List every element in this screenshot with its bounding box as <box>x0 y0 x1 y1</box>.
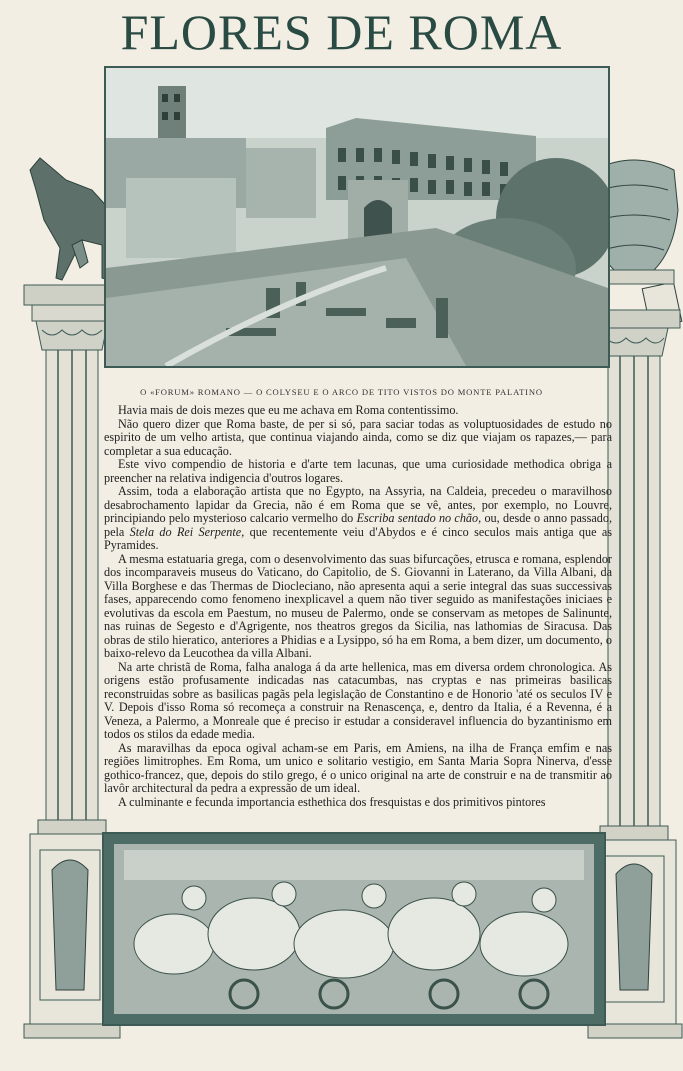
page-title: FLORES DE ROMA <box>120 4 563 60</box>
paragraph-3: Este vivo compendio de historia e d'arte tem lacunas, que uma curiosidade methodica obriga a preencher na relativa indigencia d'outros logares. <box>104 457 612 485</box>
paragraph-8: A culminante e fecunda importancia esthethica dos fresquistas e dos primitivos pintores <box>118 794 546 809</box>
paragraph-6: Na arte christã de Roma, falha analoga á da arte hellenica, mas em diversa ordem chronologica. As origens estão profusamente indicadas nas catacumbas, nas cryptas e nas primeiras basilicas reconstruidas sobre as basilicas pagãs pela legislação de Constantino e de Honorio 'até os seculos IV e V. Depois d'isso Roma só recomeça a construir na Renascença, e, dentro da Italia, é a Revenna, é a Veneza, a Palermo, a Monreale que é preciso ir estudar a consideravel influencia do byzantinismo em todos os stilos da edade media. <box>104 659 612 741</box>
paragraph-7: As maravilhas da epoca ogival acham-se em Paris, em Amiens, na ilha de França emfim e nas regiões limitrophes. Em Roma, um unico e solitario vestigio, em Santa Maria Sopra Ninerva, d'esse gothico-francez, que, depois do stilo grego, é o unico original na arte de construir e na de transmitir ao lavôr architectural da pedra a expressão de um ideal. <box>104 740 612 795</box>
photo-caption: O «FORUM» ROMANO — O COLYSEU E O ARCO DE TITO VISTOS DO MONTE PALATINO <box>140 387 543 397</box>
paragraph-4: Assim, toda a elaboração artista que no Egypto, na Assyria, na Caldeia, precedeu o maravilhoso desabrochamento lapidar da Grecia, não é em Roma que se vê, antes, por exemplo, no Louvre, principiando pelo mysterioso calcario vermelho do Escriba sentado no chão, ou, desde o anno passado, pela Stela do Rei Serpente, que recentemente veiu d'Abydos e é cinco seculos mais antiga que as Pyramides. <box>104 484 612 552</box>
forum-romano-photo <box>104 66 610 368</box>
paragraph-5: A mesma estatuaria grega, com o desenvolvimento das suas bifurcações, etrusca e romana, esplendor dos incomparaveis museus do Vaticano, do Capitolio, de S. Giovanni in Laterano, da Villa Albani, da Villa Borghese e das Thermas de Diocleciano, não apresenta aqui a serie integral das suas successivas fases, apparecendo como fenomeno inexplicavel a quem não tiver seguido as manifestações iniciaes e evolutivas da escola em Paestum, no museu de Palermo, onde se conservam as metopes de Salinunte, nas ruinas de Segesto e d'Agrigente, nos theatros gregos da Sicilia, nas lathomias de Siracusa. Das obras de stilo hieratico, anteriores a Phidias e a Lysippo, só ha em Roma, a bem dizer, um documento, o baixo-relevo da Leucothea da villa Albani. <box>104 551 612 660</box>
paragraph-1: Havia mais de dois mezes que eu me achava em Roma contentissimo. <box>118 403 459 417</box>
paragraph-2: Não quero dizer que Roma baste, de per si só, para saciar todas as voluptuosidades de estudo no espirito de um velho artista, que continua viajando ainda, como se diz que viajam os rapazes,— para completar a sua educação. <box>104 416 612 458</box>
article-body <box>104 404 612 809</box>
bas-relief-image <box>102 832 606 1026</box>
she-wolf-statue <box>30 158 114 280</box>
